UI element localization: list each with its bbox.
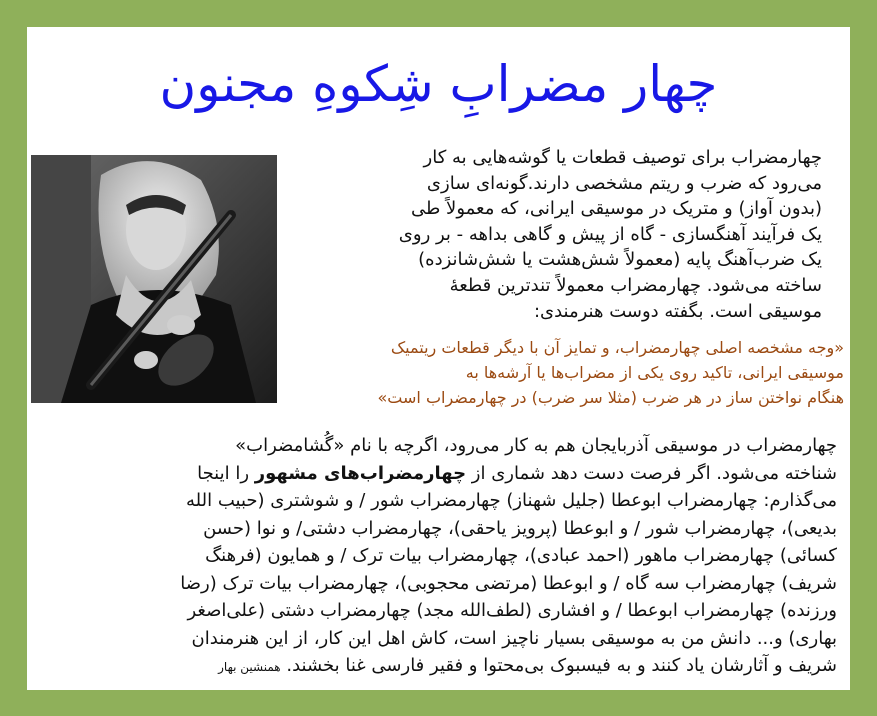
body-line: شریف و آثارشان یاد کنند و به فیسبوک بی‌محتوا و فقیر فارسی غنا بخشند. [286, 655, 837, 676]
intro-line: ساخته می‌شود. چهارمضراب معمولاً تندترین قطعهٔ [449, 274, 822, 296]
intro-paragraph [287, 145, 822, 324]
intro-line: یک فرآیند آهنگسازی - گاه از پیش و گاهی بداهه - بر روی [398, 223, 822, 245]
page-title: چهار مضرابِ شِکوهِ مجنون [159, 55, 718, 113]
body-line-part: شناخته می‌شود. اگر فرصت دست دهد شماری از [466, 462, 837, 484]
author-signature: همنشین بهار [218, 660, 281, 674]
body-line-part: را اینجا [197, 462, 255, 484]
famous-pieces-highlight: چهارمضراب‌های مشهور [254, 462, 467, 484]
quote-line: هنگام نواختن ساز در هر ضرب (مثلا سر ضرب) در چهارمضراب است» [377, 388, 844, 407]
quote-line: «وجه مشخصه اصلی چهارمضراب، و تمایز آن با دیگر قطعات ریتمیک [390, 338, 844, 357]
body-paragraph [37, 432, 837, 682]
photo-illustration [31, 155, 277, 403]
quote-block [282, 335, 844, 410]
body-line: چهارمضراب در موسیقی آذربایجان هم به کار می‌رود، اگرچه با نام «گُشامضراب» [235, 435, 837, 456]
article-card [27, 27, 850, 690]
intro-line: می‌رود که ضرب و ریتم مشخصی دارند.گونه‌ای سازی [426, 172, 822, 194]
body-line: بدیعی)، چهارمضراب شور / و ابوعطا (پرویز یاحقی)، چهارمضراب دشتی/ و نوا (حسن [203, 517, 837, 539]
intro-line: (بدون آواز) و متریک در موسیقی ایرانی، که معمولاً طی [411, 198, 822, 220]
intro-line: یک ضرب‌آهنگ پایه (معمولاً شش‌هشت یا شش‌شانزده) [418, 249, 822, 271]
body-line: ورزنده) چهارمضراب ابوعطا / و افشاری (لطف‌الله مجد) چهارمضراب دشتی (علی‌اصغر [187, 600, 837, 621]
body-line: شریف) چهارمضراب سه گاه / و ابوعطا (مرتضی محجوبی)، چهارمضراب بیات ترک (رضا [180, 572, 837, 594]
quote-line: موسیقی ایرانی، تاکید روی یکی از مضراب‌ها یا آرشه‌ها به [465, 363, 844, 382]
intro-line: چهارمضراب برای توصیف قطعات یا گوشه‌هایی به کار [423, 147, 822, 168]
woman-playing-setar-photo [31, 155, 277, 403]
body-line: کسائی) چهارمضراب ماهور (احمد عبادی)، چهارمضراب بیات ترک / و همایون (فرهنگ [205, 545, 837, 566]
body-line: بهاری) و... دانش من به موسیقی بسیار ناچیز است، کاش اهل این کار، از این هنرمندان [191, 627, 837, 649]
body-line: می‌گذارم: چهارمضراب ابوعطا (جلیل شهناز) چهارمضراب شور / و شوشتری (حبیب الله [186, 490, 837, 511]
intro-line: موسیقی است. بگفته دوست هنرمندی: [533, 300, 822, 322]
